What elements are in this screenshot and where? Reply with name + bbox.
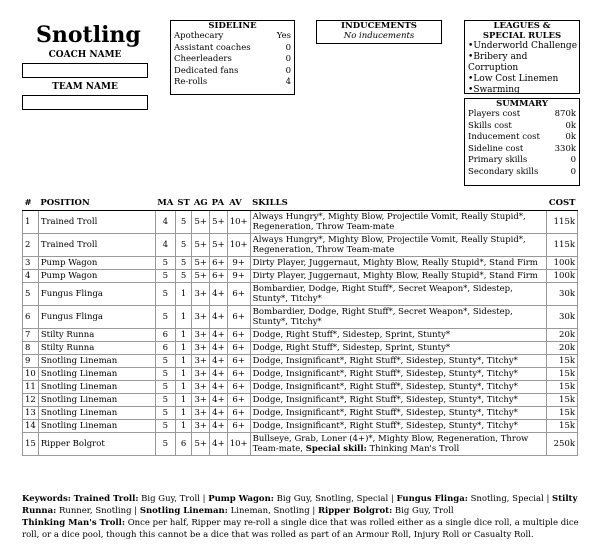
keywords-line bbox=[22, 493, 582, 517]
player-ma: 5 bbox=[155, 306, 175, 329]
sideline-row bbox=[171, 31, 294, 43]
summary-label: Inducement cost bbox=[468, 132, 540, 142]
player-ma: 5 bbox=[155, 270, 175, 283]
summary-value: 0k bbox=[565, 120, 576, 131]
player-skills bbox=[250, 433, 547, 456]
player-pa: 4+ bbox=[210, 355, 228, 368]
player-ag: 5+ bbox=[192, 234, 210, 257]
summary-value: 0k bbox=[565, 132, 576, 142]
sideline-value: 0 bbox=[285, 42, 291, 53]
roster-header-cell: PA bbox=[210, 196, 228, 211]
player-pa: 4+ bbox=[210, 342, 228, 355]
table-row bbox=[23, 306, 578, 329]
player-cost: 15k bbox=[547, 407, 578, 420]
player-ma: 4 bbox=[155, 234, 175, 257]
keyword-text: Runner, Snotling bbox=[58, 506, 132, 516]
player-ma: 5 bbox=[155, 381, 175, 394]
player-st: 5 bbox=[175, 211, 191, 234]
player-cost: 115k bbox=[547, 211, 578, 234]
player-skills-text: Dirty Player, Juggernaut, Mighty Blow, Really Stupid*, Stand Firm bbox=[252, 258, 538, 268]
summary-row bbox=[465, 121, 579, 133]
roster-body bbox=[23, 211, 578, 456]
summary-label: Skills cost bbox=[468, 120, 512, 131]
player-av: 10+ bbox=[227, 433, 250, 456]
player-av: 6+ bbox=[227, 407, 250, 420]
player-av: 10+ bbox=[227, 234, 250, 257]
keyword-name: Trained Troll: bbox=[73, 494, 139, 504]
player-ma: 5 bbox=[155, 368, 175, 381]
sideline-rows bbox=[171, 31, 294, 89]
player-ag: 5+ bbox=[192, 270, 210, 283]
summary-row bbox=[465, 155, 579, 167]
player-st: 5 bbox=[175, 257, 191, 270]
player-skills bbox=[250, 283, 547, 306]
player-skills-text: Bullseye, Grab, Loner (4+)*, Mighty Blow, Regeneration, Throw Team-mate, bbox=[252, 434, 529, 454]
player-number: 8 bbox=[23, 342, 39, 355]
player-ag: 3+ bbox=[192, 394, 210, 407]
player-skills bbox=[250, 407, 547, 420]
leagues-list bbox=[465, 41, 579, 96]
special-rule-line bbox=[22, 517, 582, 541]
sideline-label: Dedicated fans bbox=[174, 65, 239, 76]
player-av: 6+ bbox=[227, 329, 250, 342]
summary-label: Primary skills bbox=[468, 155, 528, 165]
player-skills bbox=[250, 368, 547, 381]
table-row bbox=[23, 368, 578, 381]
player-st: 1 bbox=[175, 394, 191, 407]
table-row bbox=[23, 394, 578, 407]
team-name-label: TEAM NAME bbox=[52, 82, 118, 92]
player-pa: 5+ bbox=[210, 211, 228, 234]
player-av: 6+ bbox=[227, 420, 250, 433]
player-st: 1 bbox=[175, 306, 191, 329]
keyword-text: Big Guy, Snotling, Special bbox=[276, 494, 389, 504]
roster-header-cell: AG bbox=[192, 196, 210, 211]
roster-header-cell: # bbox=[23, 196, 39, 211]
player-st: 1 bbox=[175, 342, 191, 355]
roster-header-cell: MA bbox=[155, 196, 175, 211]
player-skills bbox=[250, 342, 547, 355]
summary-label: Sideline cost bbox=[468, 143, 524, 154]
player-position: Snotling Lineman bbox=[38, 394, 155, 407]
player-pa: 5+ bbox=[210, 234, 228, 257]
player-st: 1 bbox=[175, 381, 191, 394]
player-av: 10+ bbox=[227, 211, 250, 234]
leagues-panel bbox=[464, 20, 580, 94]
sideline-value: 4 bbox=[285, 77, 291, 87]
sideline-label: Assistant coaches bbox=[174, 42, 251, 53]
summary-title: SUMMARY bbox=[496, 99, 548, 109]
player-ag: 3+ bbox=[192, 283, 210, 306]
player-ag: 3+ bbox=[192, 355, 210, 368]
keyword-name: Snotling Lineman: bbox=[139, 506, 228, 516]
player-pa: 4+ bbox=[210, 420, 228, 433]
sideline-row bbox=[171, 77, 294, 89]
player-number: 10 bbox=[23, 368, 39, 381]
player-st: 1 bbox=[175, 407, 191, 420]
player-cost: 100k bbox=[547, 257, 578, 270]
player-skills bbox=[250, 420, 547, 433]
player-number: 12 bbox=[23, 394, 39, 407]
table-row bbox=[23, 407, 578, 420]
player-av: 6+ bbox=[227, 381, 250, 394]
table-row bbox=[23, 329, 578, 342]
player-ma: 5 bbox=[155, 355, 175, 368]
player-position: Snotling Lineman bbox=[38, 381, 155, 394]
player-av: 9+ bbox=[227, 270, 250, 283]
summary-rows bbox=[465, 109, 579, 178]
special-rule-text: Once per half, Ripper may re-roll a single dice that was rolled either as a single dice roll, a multiple dice roll, or a dice pool, though this cannot be a dice that was rolled as part of an Armour Roll, Injury Roll or Casualty Roll. bbox=[22, 518, 579, 540]
player-ma: 5 bbox=[155, 257, 175, 270]
player-skills-text: Dodge, Insignificant*, Right Stuff*, Sidestep, Stunty*, Titchy* bbox=[252, 395, 518, 405]
player-number: 13 bbox=[23, 407, 39, 420]
summary-label: Secondary skills bbox=[468, 166, 539, 177]
team-race-title: Snotling bbox=[36, 22, 141, 48]
player-st: 1 bbox=[175, 283, 191, 306]
player-number: 1 bbox=[23, 211, 39, 234]
player-ma: 4 bbox=[155, 211, 175, 234]
player-ma: 6 bbox=[155, 329, 175, 342]
summary-row bbox=[465, 109, 579, 121]
player-position: Snotling Lineman bbox=[38, 355, 155, 368]
table-row bbox=[23, 211, 578, 234]
league-item: • Bribery and Corruption bbox=[468, 52, 579, 74]
team-name-field[interactable] bbox=[22, 95, 148, 110]
special-skill-name: Thinking Man's Troll bbox=[369, 444, 460, 454]
player-ag: 3+ bbox=[192, 368, 210, 381]
player-cost: 250k bbox=[547, 433, 578, 456]
summary-panel bbox=[464, 98, 580, 186]
roster-header-row bbox=[23, 196, 578, 211]
player-skills-text: Dodge, Insignificant*, Right Stuff*, Sidestep, Stunty*, Titchy* bbox=[252, 369, 518, 379]
player-position: Pump Wagon bbox=[38, 270, 155, 283]
player-cost: 15k bbox=[547, 381, 578, 394]
keywords-section bbox=[22, 493, 582, 541]
player-pa: 4+ bbox=[210, 306, 228, 329]
player-cost: 15k bbox=[547, 355, 578, 368]
table-row bbox=[23, 342, 578, 355]
table-row bbox=[23, 257, 578, 270]
player-position: Snotling Lineman bbox=[38, 407, 155, 420]
player-pa: 6+ bbox=[210, 257, 228, 270]
table-row bbox=[23, 381, 578, 394]
player-number: 9 bbox=[23, 355, 39, 368]
coach-name-label: COACH NAME bbox=[48, 50, 122, 60]
keyword-text: Big Guy, Troll bbox=[141, 494, 200, 504]
player-skills bbox=[250, 306, 547, 329]
special-skill-label: Special skill: bbox=[305, 444, 367, 454]
player-skills-text: Dirty Player, Juggernaut, Mighty Blow, Really Stupid*, Stand Firm bbox=[252, 271, 538, 281]
special-rule-name: Thinking Man's Troll: bbox=[22, 518, 126, 528]
player-skills bbox=[250, 257, 547, 270]
player-skills-text: Dodge, Insignificant*, Right Stuff*, Sidestep, Stunty*, Titchy* bbox=[252, 408, 518, 418]
player-number: 3 bbox=[23, 257, 39, 270]
league-item: • Low Cost Linemen bbox=[468, 74, 579, 85]
player-skills-text: Dodge, Right Stuff*, Sidestep, Sprint, Stunty* bbox=[252, 343, 451, 353]
player-cost: 15k bbox=[547, 394, 578, 407]
player-ag: 3+ bbox=[192, 306, 210, 329]
player-skills bbox=[250, 270, 547, 283]
sideline-panel bbox=[170, 20, 295, 95]
coach-name-field[interactable] bbox=[22, 63, 148, 78]
player-av: 6+ bbox=[227, 283, 250, 306]
league-item: • Swarming bbox=[468, 85, 579, 96]
player-ma: 5 bbox=[155, 420, 175, 433]
keyword-name: Stilty Runna: bbox=[22, 494, 578, 516]
player-av: 9+ bbox=[227, 257, 250, 270]
player-st: 1 bbox=[175, 368, 191, 381]
player-pa: 4+ bbox=[210, 368, 228, 381]
player-position: Stilty Runna bbox=[38, 329, 155, 342]
player-cost: 20k bbox=[547, 342, 578, 355]
player-st: 1 bbox=[175, 355, 191, 368]
player-cost: 115k bbox=[547, 234, 578, 257]
player-skills-text: Dodge, Insignificant*, Right Stuff*, Sidestep, Stunty*, Titchy* bbox=[252, 421, 518, 431]
player-skills-text: Bombardier, Dodge, Right Stuff*, Secret Weapon*, Sidestep, Stunty*, Titchy* bbox=[252, 307, 513, 327]
summary-row bbox=[465, 132, 579, 144]
player-ma: 5 bbox=[155, 407, 175, 420]
player-st: 5 bbox=[175, 270, 191, 283]
roster-table bbox=[22, 196, 578, 456]
sideline-value: 0 bbox=[285, 65, 291, 76]
player-ag: 3+ bbox=[192, 407, 210, 420]
player-st: 6 bbox=[175, 433, 191, 456]
player-ma: 6 bbox=[155, 342, 175, 355]
player-av: 6+ bbox=[227, 342, 250, 355]
sideline-value: Yes bbox=[276, 31, 291, 41]
player-cost: 15k bbox=[547, 368, 578, 381]
player-skills bbox=[250, 211, 547, 234]
player-skills bbox=[250, 234, 547, 257]
player-st: 1 bbox=[175, 329, 191, 342]
player-cost: 30k bbox=[547, 283, 578, 306]
keyword-name: Ripper Bolgrot: bbox=[317, 506, 393, 516]
player-number: 5 bbox=[23, 283, 39, 306]
player-skills-text: Bombardier, Dodge, Right Stuff*, Secret Weapon*, Sidestep, Stunty*, Titchy* bbox=[252, 284, 513, 304]
summary-value: 870k bbox=[554, 109, 576, 119]
keyword-text: Big Guy, Troll bbox=[394, 506, 454, 516]
summary-row bbox=[465, 144, 579, 156]
table-row bbox=[23, 355, 578, 368]
player-av: 6+ bbox=[227, 306, 250, 329]
player-skills bbox=[250, 329, 547, 342]
player-position: Pump Wagon bbox=[38, 257, 155, 270]
player-pa: 4+ bbox=[210, 381, 228, 394]
player-position: Trained Troll bbox=[38, 211, 155, 234]
inducements-panel bbox=[316, 20, 442, 44]
player-pa: 4+ bbox=[210, 329, 228, 342]
table-row bbox=[23, 234, 578, 257]
table-row bbox=[23, 420, 578, 433]
player-number: 4 bbox=[23, 270, 39, 283]
player-position: Stilty Runna bbox=[38, 342, 155, 355]
player-skills-text: Dodge, Right Stuff*, Sidestep, Sprint, Stunty* bbox=[252, 330, 451, 340]
inducements-text: No inducements bbox=[343, 31, 415, 41]
player-av: 6+ bbox=[227, 368, 250, 381]
player-st: 1 bbox=[175, 420, 191, 433]
player-ag: 3+ bbox=[192, 329, 210, 342]
sideline-row bbox=[171, 66, 294, 78]
player-position: Snotling Lineman bbox=[38, 368, 155, 381]
player-pa: 6+ bbox=[210, 270, 228, 283]
keywords-label: Keywords: bbox=[22, 494, 71, 504]
player-skills bbox=[250, 394, 547, 407]
player-ag: 3+ bbox=[192, 420, 210, 433]
summary-value: 0 bbox=[570, 166, 576, 177]
player-number: 11 bbox=[23, 381, 39, 394]
roster-header-cell: COST bbox=[547, 196, 578, 211]
sideline-label: Cheerleaders bbox=[174, 54, 232, 64]
sideline-row bbox=[171, 54, 294, 66]
player-skills-text: Dodge, Insignificant*, Right Stuff*, Sidestep, Stunty*, Titchy* bbox=[252, 356, 518, 366]
roster-header-cell: POSITION bbox=[38, 196, 155, 211]
player-cost: 20k bbox=[547, 329, 578, 342]
sideline-label: Apothecary bbox=[174, 31, 224, 41]
player-cost: 30k bbox=[547, 306, 578, 329]
sideline-row bbox=[171, 43, 294, 55]
player-cost: 100k bbox=[547, 270, 578, 283]
player-position: Snotling Lineman bbox=[38, 420, 155, 433]
inducements-title: INDUCEMENTS bbox=[341, 21, 417, 31]
player-pa: 4+ bbox=[210, 407, 228, 420]
player-ma: 5 bbox=[155, 283, 175, 306]
player-number: 2 bbox=[23, 234, 39, 257]
player-position: Ripper Bolgrot bbox=[38, 433, 155, 456]
player-ag: 3+ bbox=[192, 381, 210, 394]
player-number: 14 bbox=[23, 420, 39, 433]
table-row bbox=[23, 433, 578, 456]
roster-header-cell: SKILLS bbox=[250, 196, 547, 211]
sideline-value: 0 bbox=[285, 54, 291, 64]
player-number: 6 bbox=[23, 306, 39, 329]
summary-value: 330k bbox=[554, 143, 576, 154]
player-ag: 5+ bbox=[192, 433, 210, 456]
player-ag: 5+ bbox=[192, 211, 210, 234]
keyword-text: Snotling, Special bbox=[470, 494, 544, 504]
player-number: 15 bbox=[23, 433, 39, 456]
keyword-name: Fungus Flinga: bbox=[396, 494, 468, 504]
player-ag: 5+ bbox=[192, 257, 210, 270]
player-skills bbox=[250, 355, 547, 368]
player-skills-text: Dodge, Insignificant*, Right Stuff*, Sidestep, Stunty*, Titchy* bbox=[252, 382, 518, 392]
sideline-title: SIDELINE bbox=[208, 21, 257, 31]
player-ma: 5 bbox=[155, 433, 175, 456]
player-av: 6+ bbox=[227, 394, 250, 407]
table-row bbox=[23, 283, 578, 306]
player-skills-text: Always Hungry*, Mighty Blow, Projectile Vomit, Really Stupid*, Regeneration, Throw Team-mate bbox=[252, 235, 526, 255]
roster-header-cell: AV bbox=[227, 196, 250, 211]
player-st: 5 bbox=[175, 234, 191, 257]
leagues-title: LEAGUES & SPECIAL RULES bbox=[482, 21, 562, 41]
roster-header-cell: ST bbox=[175, 196, 191, 211]
player-position: Fungus Flinga bbox=[38, 306, 155, 329]
player-ma: 5 bbox=[155, 394, 175, 407]
player-pa: 4+ bbox=[210, 433, 228, 456]
keyword-text: Lineman, Snotling bbox=[230, 506, 310, 516]
summary-value: 0 bbox=[570, 155, 576, 165]
keyword-name: Pump Wagon: bbox=[208, 494, 274, 504]
player-av: 6+ bbox=[227, 355, 250, 368]
player-skills bbox=[250, 381, 547, 394]
table-row bbox=[23, 270, 578, 283]
player-skills-text: Always Hungry*, Mighty Blow, Projectile Vomit, Really Stupid*, Regeneration, Throw Team-mate bbox=[252, 212, 526, 232]
sideline-label: Re-rolls bbox=[174, 77, 208, 87]
summary-row bbox=[465, 167, 579, 179]
player-number: 7 bbox=[23, 329, 39, 342]
league-item: • Underworld Challenge bbox=[468, 41, 579, 52]
player-pa: 4+ bbox=[210, 283, 228, 306]
player-position: Trained Troll bbox=[38, 234, 155, 257]
summary-label: Players cost bbox=[468, 109, 521, 119]
player-cost: 15k bbox=[547, 420, 578, 433]
player-pa: 4+ bbox=[210, 394, 228, 407]
keywords-entries: Trained Troll: Big Guy, Troll | Pump Wagon: Big Guy, Snotling, Special | Fungus Flinga: Snotling, Special | Stilty Runna: Runner, Snotling | Snotling Lineman: Lineman, Snotling | Ripper Bolgrot: Big Guy, Troll bbox=[22, 494, 578, 516]
player-position: Fungus Flinga bbox=[38, 283, 155, 306]
player-ag: 3+ bbox=[192, 342, 210, 355]
